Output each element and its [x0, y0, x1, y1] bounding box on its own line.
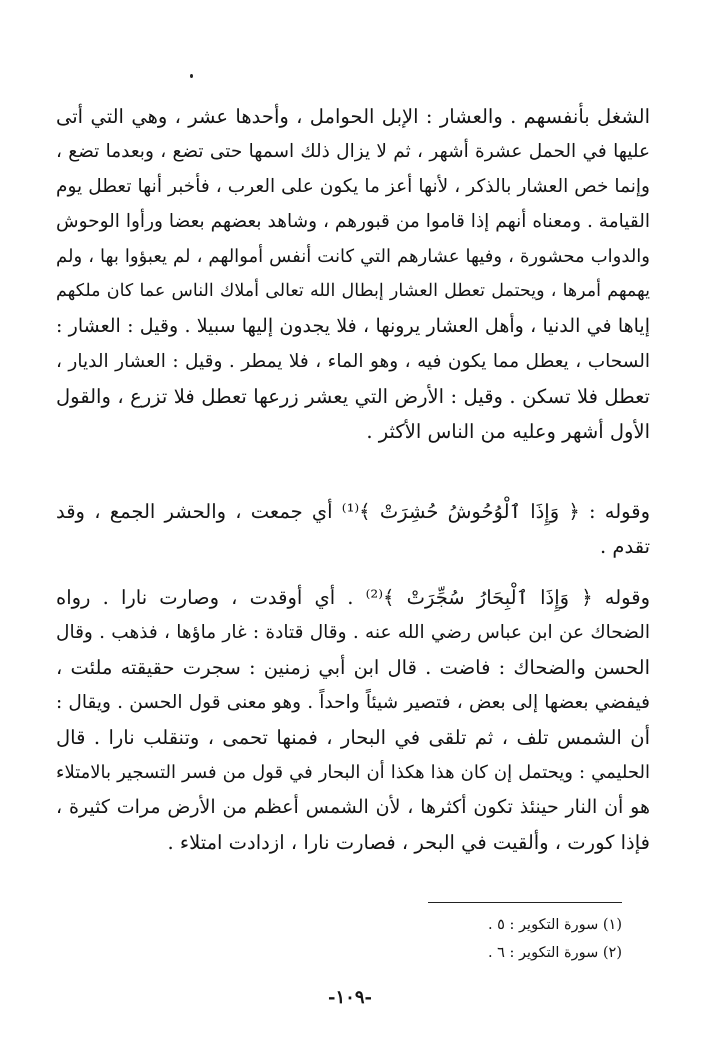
- footnote-2: (٢) سورة التكوير : ٦ .: [487, 945, 622, 961]
- text-line: وقوله : ﴿ وَإِذَا ٱلْوُحُوشُ حُشِرَتْ ﴾⁽¹⁾ أي جمعت ، والحشر الجمع ، وقد: [56, 500, 650, 523]
- footnotes: [380, 911, 622, 967]
- text-line: أن الشمس تلف ، ثم تلقى في البحار ، فمنها تحمى ، وتنقلب نارا . قال: [56, 726, 650, 749]
- text-line: يهمهم أمرها ، ويحتمل تعطل العشار إبطال الله تعالى أملاك الناس عما كان ملكهم: [56, 281, 650, 301]
- page-number: -١٠٩-: [328, 987, 372, 1008]
- text-line: الحسن والضحاك : فاضت . قال ابن أبي زمنين : سجرت حقيقته ملئت ،: [56, 656, 650, 679]
- paragraph-2: [56, 494, 650, 564]
- text-line: الأول أشهر وعليه من الناس الأكثر .: [366, 420, 650, 443]
- text-line: وقوله ﴿ وَإِذَا ٱلْبِحَارُ سُجِّرَتْ ﴾⁽²⁾ . أي أوقدت ، وصارت نارا . رواه: [56, 586, 650, 609]
- text-line: القيامة . ومعناه أنهم إذا قاموا من قبورهم ، وشاهد بعضهم بعضا ورأوا الوحوش: [56, 211, 650, 232]
- footnote-divider: [428, 902, 622, 903]
- text-line: السحاب ، يعطل مما يكون فيه ، وهو الماء ، فلا يمطر . وقيل : العشار الديار ،: [56, 351, 650, 372]
- text-line: فإذا كورت ، وألقيت في البحر ، فصارت نارا ، ازدادت امتلاء .: [167, 831, 650, 854]
- text-line: فيفضي بعضها إلى بعض ، فتصير شيئاً واحداً . وهو معنى قول الحسن . ويقال :: [56, 692, 650, 713]
- text-line: الشغل بأنفسهم . والعشار : الإبل الحوامل ، وأحدها عشر ، وهي التي أتى: [56, 105, 650, 128]
- paragraph-3: [56, 580, 650, 860]
- text-line: تقدم .: [600, 535, 650, 558]
- print-speck: [190, 74, 193, 78]
- paragraph-1: [56, 99, 650, 449]
- footnote-1: (١) سورة التكوير : ٥ .: [487, 917, 622, 933]
- text-line: والدواب محشورة ، وفيها عشارهم التي كانت أنفس أموالهم ، لم يعبؤوا بها ، ولم: [56, 246, 650, 267]
- text-line: تعطل فلا تسكن . وقيل : الأرض التي يعشر زرعها تعطل فلا تزرع ، والقول: [56, 385, 650, 408]
- text-line: إياها في الدنيا ، وأهل العشار يرونها ، فلا يجدون إليها سبيلا . وقيل : العشار :: [56, 315, 650, 337]
- text-line: عليها في الحمل عشرة أشهر ، ثم لا يزال ذلك اسمها حتى تضع ، وبعدما تضع ،: [56, 141, 650, 162]
- text-line: هو أن النار حينئذ تكون أكثرها ، لأن الشمس أعظم من الأرض مرات كثيرة ،: [56, 796, 650, 818]
- text-line: الحليمي : ويحتمل إن كان هذا هكذا أن البحار في قول من فسر التسجير بالامتلاء: [56, 762, 650, 783]
- text-line: وإنما خص العشار بالذكر ، لأنها أعز ما يكون على العرب ، فأخبر أنها تعطل يوم: [56, 176, 650, 197]
- text-line: الضحاك عن ابن عباس رضي الله عنه . وقال قتادة : غار ماؤها ، فذهب . وقال: [56, 622, 650, 643]
